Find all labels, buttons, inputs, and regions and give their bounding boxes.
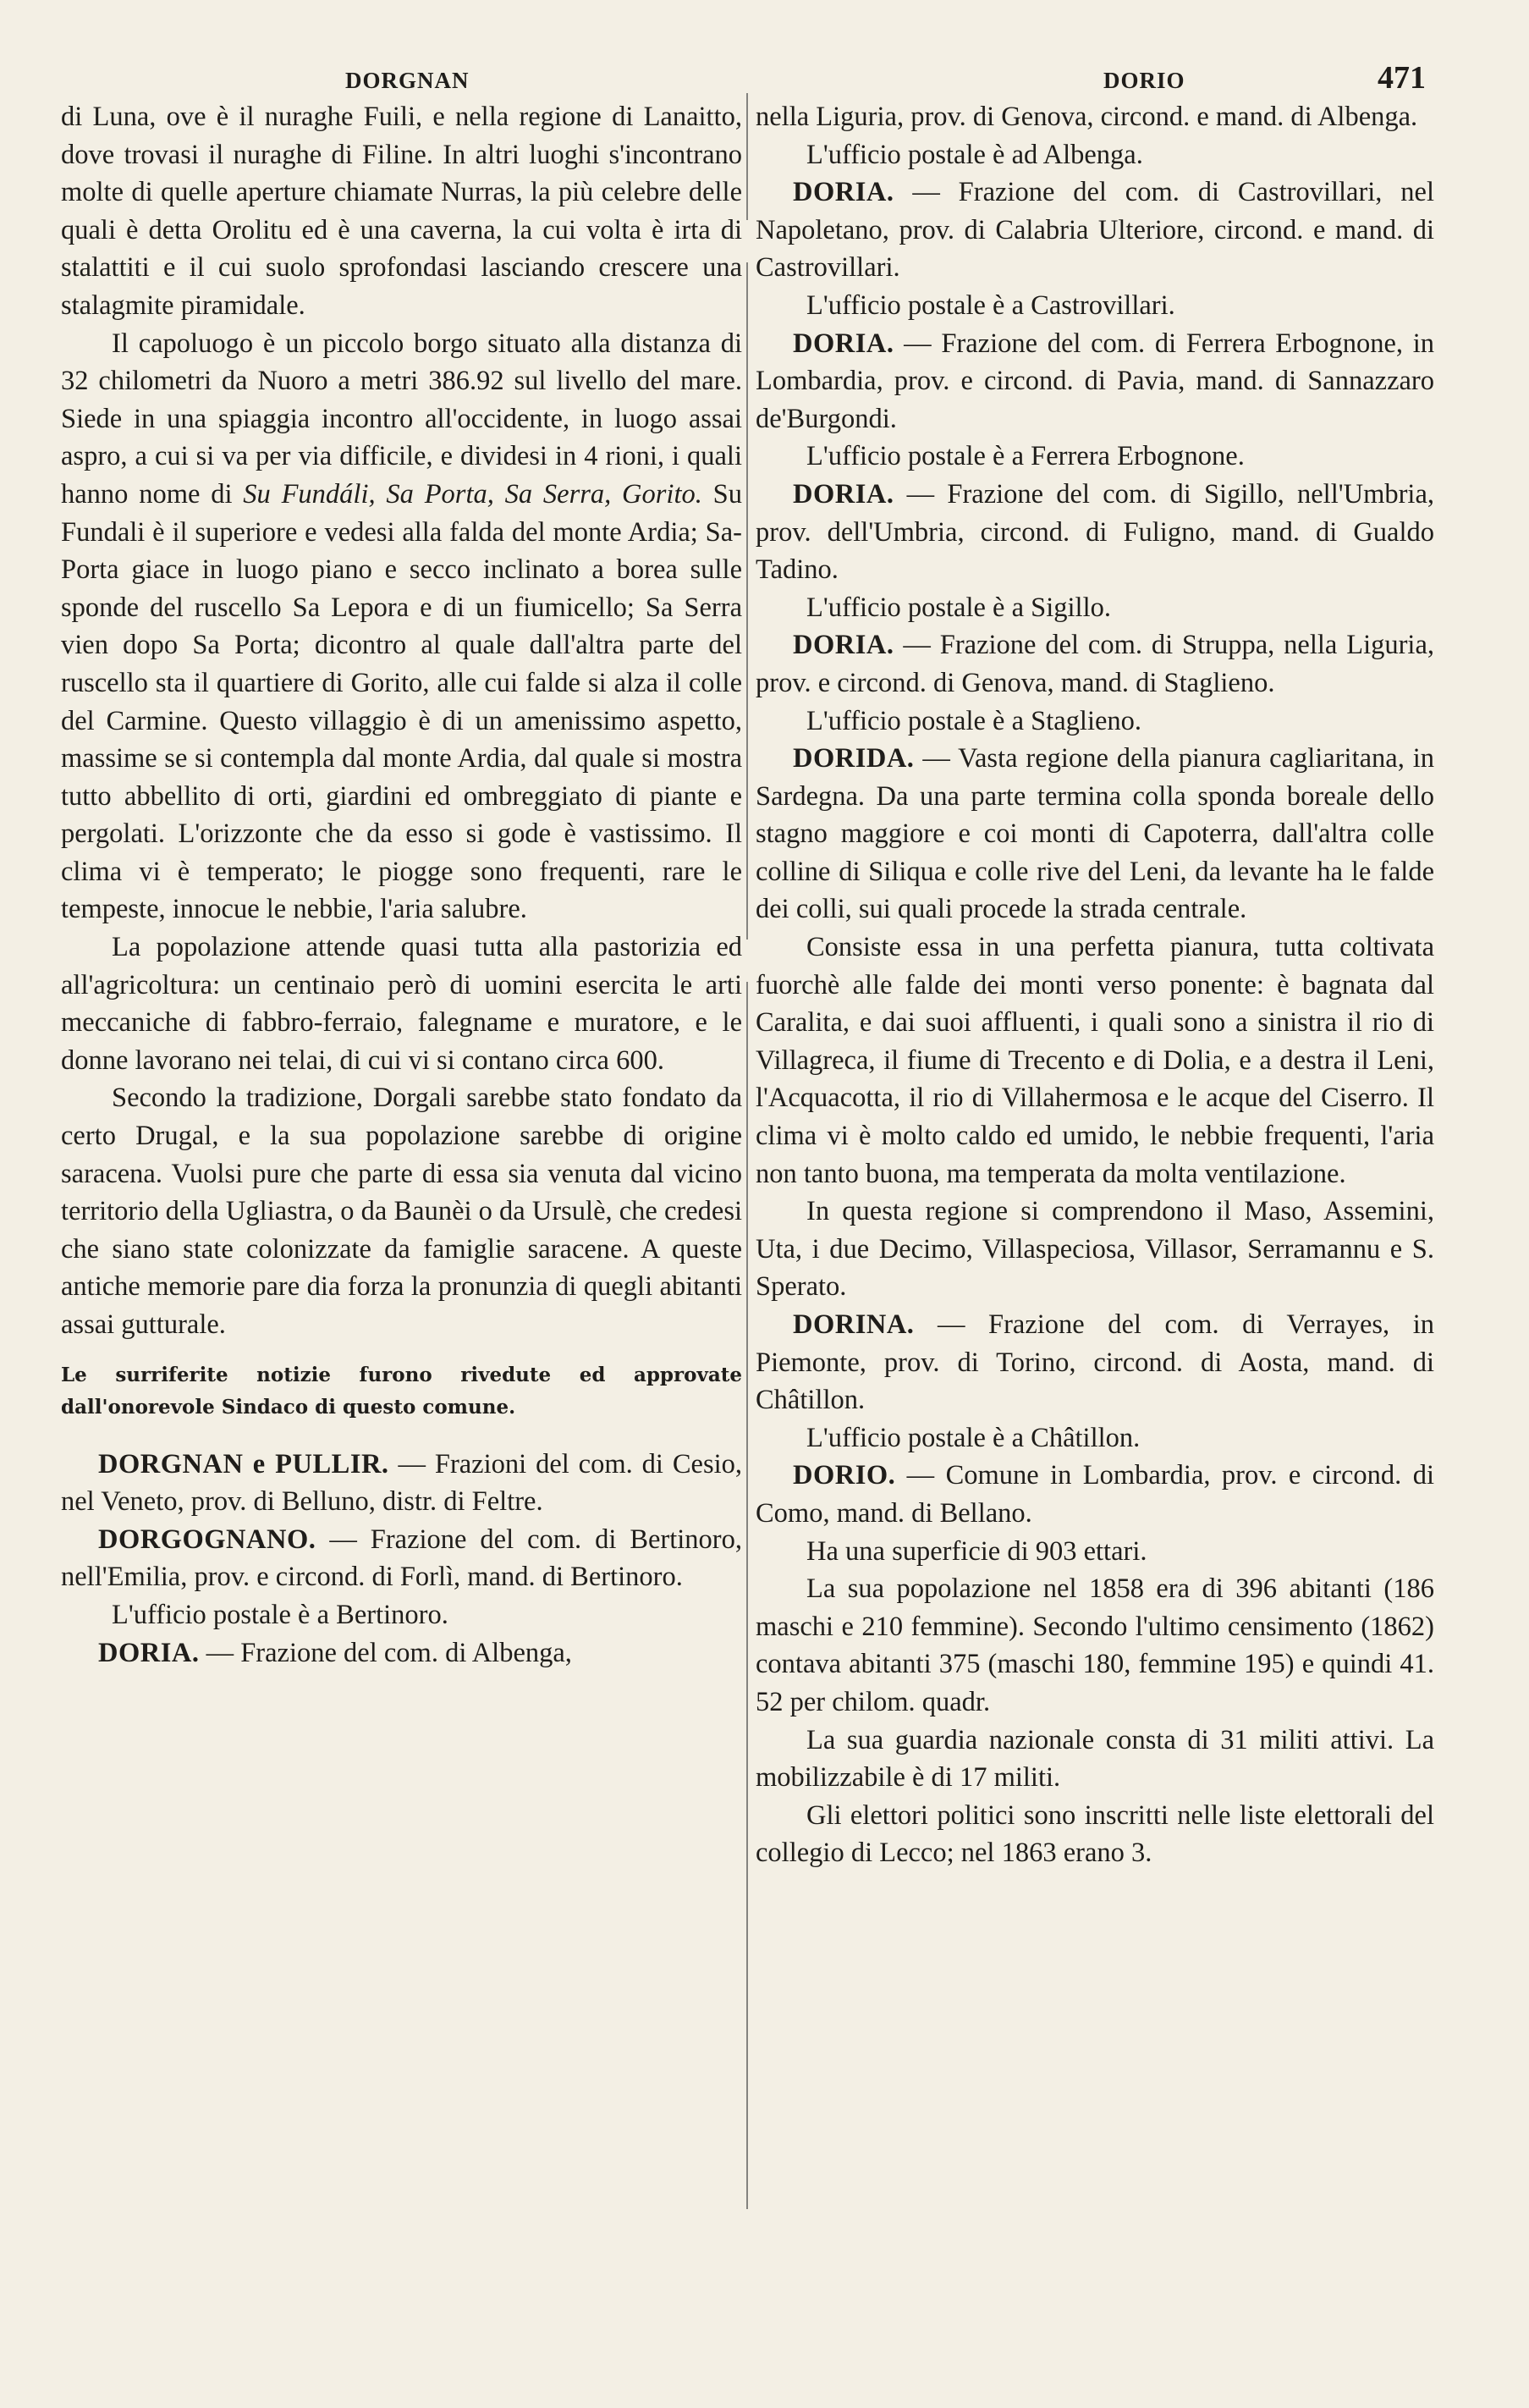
- post-office-line: L'ufficio postale è a Châtillon.: [806, 1422, 1141, 1453]
- paragraph: di Luna, ove è il nuraghe Fuili, e nella regione di Lanaitto, dove trovasi il nuraghe di Filine. In altri luoghi s'incontrano molte di quelle aperture chiamate Nurras, la più celebre delle quali è detta Orolitu ed è una caverna, la cui volta è irta di stalattiti e il cui suolo sprofondasi lasciando crescere una stalagmite piramidale.: [61, 102, 742, 321]
- post-office-line: L'ufficio postale è a Sigillo.: [806, 592, 1111, 623]
- entry-headword: DORGOGNANO.: [98, 1524, 316, 1555]
- footnote: Le surriferite notizie furono rivedute ed approvate dall'onorevole Sindaco di questo comune.: [61, 1363, 742, 1419]
- entry: [756, 325, 1434, 438]
- entry: [756, 1306, 1434, 1419]
- paragraph: Ha una superficie di 903 ettari.: [806, 1535, 1147, 1567]
- entry-headword: DORINA.: [793, 1309, 915, 1340]
- header-left-word: DORGNAN: [345, 68, 470, 93]
- entry-headword: DORIA.: [793, 328, 894, 359]
- paragraph: La sua guardia nazionale consta di 31 militi attivi. La mobilizzabile è di 17 militi.: [756, 1724, 1434, 1794]
- post-office-line: L'ufficio postale è a Staglieno.: [806, 705, 1142, 736]
- entry-headword: DORIO.: [793, 1460, 896, 1491]
- entry-body: — Frazione del com. di Ferrera Erbognone, in Lombardia, prov. e circond. di Pavia, mand. di Sannazzaro de'Burgondi.: [756, 328, 1434, 434]
- entry: [756, 626, 1434, 702]
- paragraph: Gli elettori politici sono inscritti nelle liste elettorali del collegio di Lecco; nel 1863 erano 3.: [756, 1799, 1434, 1869]
- entry: [61, 1634, 742, 1672]
- italic-names: Su Fundáli, Sa Porta, Sa Serra, Gorito.: [243, 478, 702, 510]
- entry-body: — Frazione del com. di Bertinoro, nell'Emilia, prov. e circond. di Forlì, mand. di Bertinoro.: [61, 1524, 742, 1593]
- paragraph: nella Liguria, prov. di Genova, circond. e mand. di Albenga.: [756, 102, 1418, 132]
- post-office-line: L'ufficio postale è a Ferrera Erbognone.: [806, 441, 1245, 472]
- header-right-word: DORIO: [1103, 68, 1185, 93]
- running-header: [0, 59, 1529, 102]
- left-column: [61, 98, 742, 1672]
- text-run: Il capoluogo è un piccolo borgo situato alla distanza di 32 chilometri da Nuoro a metri 386.92 sul livello del mare. Siede in una spiaggia incontro all'occidente, in luogo assai aspro, a cui si va per via difficile, e dividesi in 4 rioni, i quali hanno nome di: [61, 328, 742, 510]
- paragraph: Secondo la tradizione, Dorgali sarebbe stato fondato da certo Drugal, e la sua popolazione sarebbe di origine saracena. Vuolsi pure che parte di essa sia venuta dal vicino territorio della Ugliastra, o da Baunèi o da Ursulè, che credesi che siano state colonizzate da famiglie saracene. A queste antiche memorie pare dia forza la pronunzia di quegli abitanti assai gutturale.: [61, 1083, 742, 1340]
- entry: [61, 1446, 742, 1521]
- entry-body: — Frazione del com. di Castrovillari, nel Napoletano, prov. di Calabria Ulteriore, circond. e mand. di Castrovillari.: [756, 177, 1434, 284]
- paragraph: [61, 325, 742, 929]
- entry-body: — Frazione del com. di Struppa, nella Liguria, prov. e circond. di Genova, mand. di Staglieno.: [756, 630, 1434, 698]
- entry: [756, 740, 1434, 928]
- post-office-line: L'ufficio postale è a Bertinoro.: [112, 1599, 448, 1630]
- entry: [61, 1521, 742, 1596]
- entry-headword: DORIA.: [98, 1637, 200, 1668]
- entry-headword: DORIA.: [793, 630, 894, 661]
- entry-body: — Vasta regione della pianura cagliaritana, in Sardegna. Da una parte termina colla sponda boreale dello stagno maggiore e coi monti di Capoterra, dall'altra colle colline di Siliqua e colle rive del Leni, da levante ha le falde dei colli, sui quali procede la strada centrale.: [756, 743, 1434, 925]
- paragraph: Consiste essa in una perfetta pianura, tutta coltivata fuorchè alle falde dei monti verso ponente: è bagnata dal Caralita, e dai suoi affluenti, i quali sono a sinistra il rio di Villagreca, il fiume di Trecento e di Dolia, e a destra il Leni, l'Acquacotta, il rio di Villahermosa e le acque del Ciserro. Il clima vi è molto caldo ed umido, le nebbie frequenti, l'aria non tanto buona, ma temperata da molta ventilazione.: [756, 932, 1434, 1189]
- post-office-line: L'ufficio postale è ad Albenga.: [806, 139, 1143, 170]
- entry-body: — Frazione del com. di Sigillo, nell'Umbria, prov. dell'Umbria, circond. di Fuligno, mand. di Gualdo Tadino.: [756, 478, 1434, 586]
- entry-body: — Frazione del com. di Verrayes, in Piemonte, prov. di Torino, circond. di Aosta, mand. di Châtillon.: [756, 1309, 1434, 1416]
- right-column: [756, 98, 1434, 1872]
- text-run: Su Fundali è il superiore e vedesi alla falda del monte Ardia; Sa-Porta giace in luogo piano e secco inclinato a borea sulle sponde del ruscello Sa Lepora e di un fiumicello; Sa Serra vien dopo Sa Porta; dicontro al quale dall'altra parte del ruscello sta il quartiere di Gorito, alle cui falde si alza il colle del Carmine. Questo villaggio è di un amenissimo aspetto, massime se si contempla dal monte Ardia, dal quale si mostra tutto abbellito di orti, giardini ed ombreggiato di piante e pergolati. L'orizzonte che da esso si gode è vastissimo. Il clima vi è temperato; le piogge sono frequenti, rare le tempeste, innocue le nebbie, l'aria salubre.: [61, 478, 742, 925]
- entry: [756, 1457, 1434, 1532]
- paragraph: La sua popolazione nel 1858 era di 396 abitanti (186 maschi e 210 femmine). Secondo l'ultimo censimento (1862) contava abitanti 375 (maschi 180, femmine 195) e quindi 41. 52 per chilom. quadr.: [756, 1573, 1434, 1717]
- column-divider: [746, 93, 748, 2209]
- paragraph: La popolazione attende quasi tutta alla pastorizia ed all'agricoltura: un centinaio però di uomini esercita le arti meccaniche di fabbro-ferraio, falegname e muratore, e le donne lavorano nei telai, di cui vi si contano circa 600.: [61, 932, 742, 1076]
- entry-body: — Comune in Lombardia, prov. e circond. di Como, mand. di Bellano.: [756, 1460, 1434, 1529]
- entry-body: — Frazione del com. di Albenga,: [199, 1637, 572, 1668]
- post-office-line: L'ufficio postale è a Castrovillari.: [806, 289, 1175, 321]
- entry-headword: DORIA.: [793, 478, 894, 510]
- page-number: 471: [1378, 60, 1426, 96]
- entry-body: — Frazioni del com. di Cesio, nel Veneto, prov. di Belluno, distr. di Feltre.: [61, 1448, 742, 1518]
- entry: [756, 174, 1434, 287]
- paragraph: In questa regione si comprendono il Maso, Assemini, Uta, i due Decimo, Villaspeciosa, Villasor, Serramannu e S. Sperato.: [756, 1196, 1434, 1303]
- entry: [756, 476, 1434, 589]
- entry-headword: DORGNAN e PULLIR.: [98, 1448, 389, 1480]
- entry-headword: DORIDA.: [793, 743, 915, 774]
- entry-headword: DORIA.: [793, 177, 894, 208]
